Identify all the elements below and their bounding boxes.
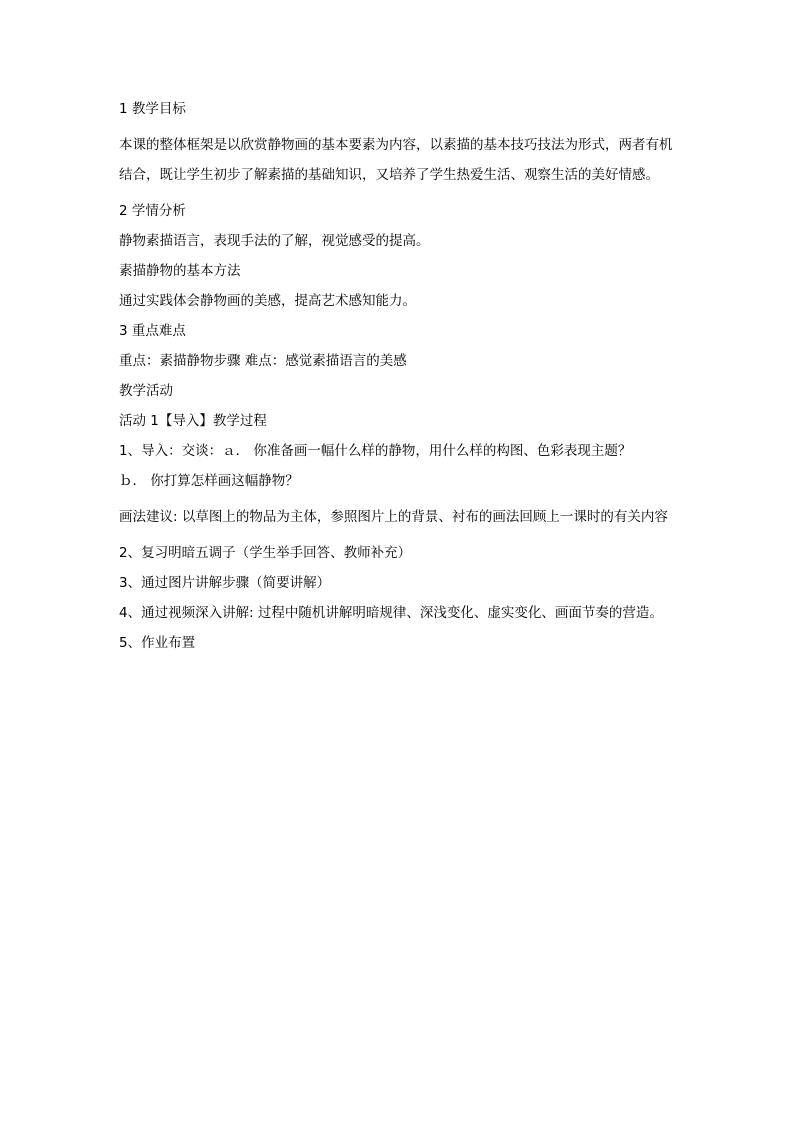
paragraph-practice: 通过实践体会静物画的美感，提高艺术感知能力。 — [119, 293, 416, 309]
paragraph-course-framework: 本课的整体框架是以欣赏静物画的基本要素为内容，以素描的基本技巧技法为形式，两者有机结合，既让学生初步了解素描的基础知识，又培养了学生热爱生活、观察生活的美好情感。 — [119, 137, 673, 183]
paragraph-key-points: 重点：素描静物步骤 难点：感觉素描语言的美感 — [119, 353, 407, 369]
paragraph-intro-b: ｂ． 你打算怎样画这幅静物？ — [119, 473, 299, 489]
paragraph-drawing-suggestion: 画法建议: 以草图上的物品为主体，参照图片上的背景、衬布的画法回顾上一课时的有关内容 — [119, 509, 668, 525]
list-item-video-lecture: 4、通过视频深入讲解: 过程中随机讲解明暗规律、深浅变化、虚实变化、画面节奏的营造。 — [119, 605, 663, 621]
document-body — [119, 100, 679, 664]
list-item-picture-steps: 3、通过图片讲解步骤（简要讲解） — [119, 575, 331, 591]
heading-key-difficulties: 3 重点难点 — [119, 323, 186, 339]
paragraph-intro-a: 1、导入：交谈：ａ． 你准备画一幅什么样的静物，用什么样的构图、色彩表现主题？ — [119, 443, 632, 459]
heading-student-analysis: 2 学情分析 — [119, 203, 186, 219]
heading-teaching-goals: 1 教学目标 — [119, 101, 186, 117]
paragraph-basic-method: 素描静物的基本方法 — [119, 263, 241, 279]
heading-activity-1: 活动 1【导入】教学过程 — [119, 413, 267, 429]
heading-teaching-activities: 教学活动 — [119, 383, 173, 399]
paragraph-sketch-language: 静物素描语言，表现手法的了解，视觉感受的提高。 — [119, 233, 430, 249]
list-item-homework: 5、作业布置 — [119, 635, 196, 651]
list-item-review-tones: 2、复习明暗五调子（学生举手回答、教师补充） — [119, 545, 412, 561]
